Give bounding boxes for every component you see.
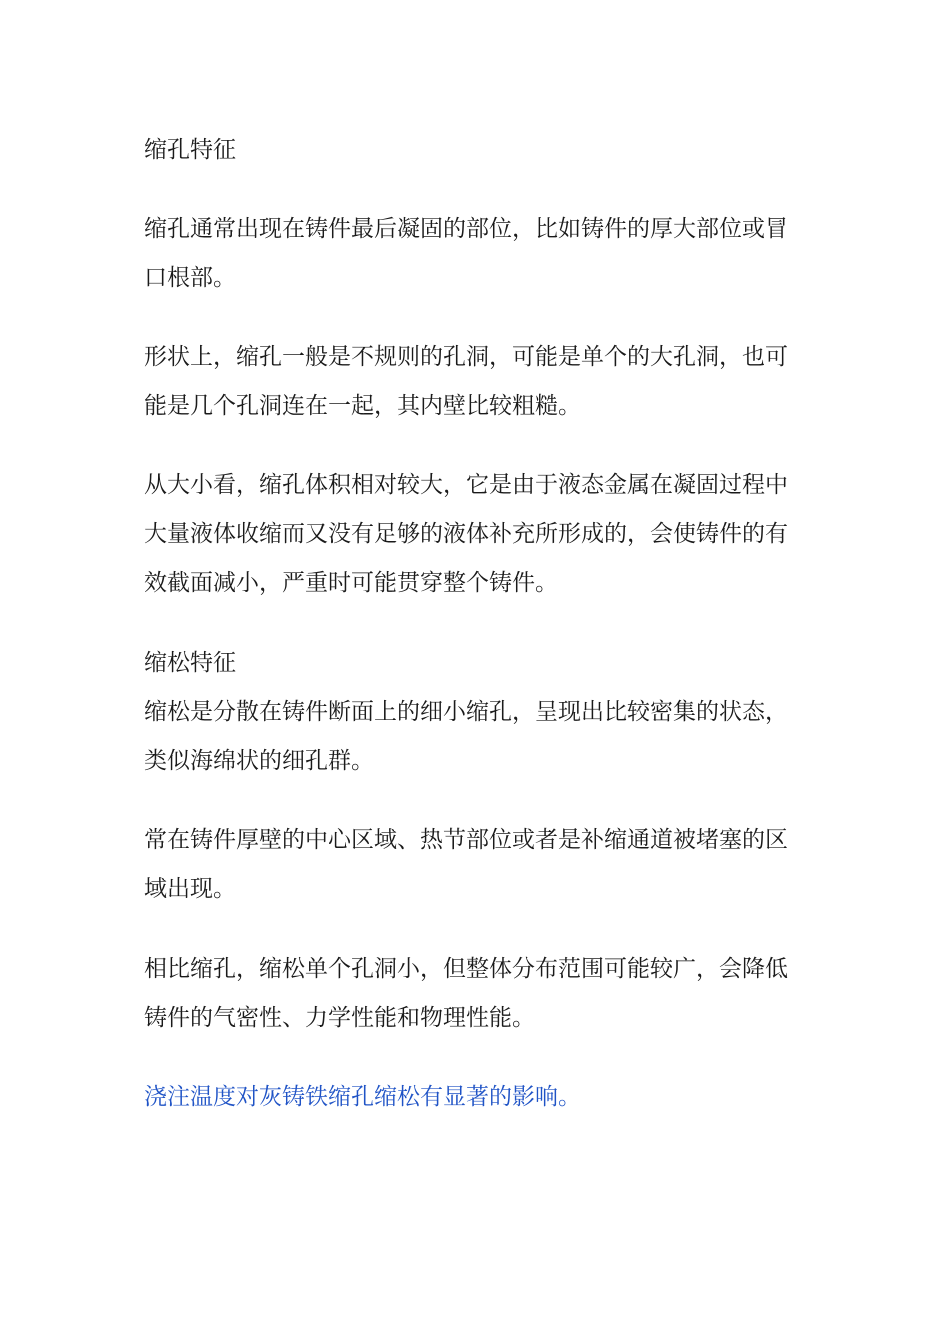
related-article-link[interactable]: 浇注温度对灰铸铁缩孔缩松有显著的影响。 xyxy=(144,1084,581,1110)
paragraph-3-line-2: 大量液体收缩而又没有足够的液体补充所形成的，会使铸件的有 xyxy=(144,521,788,547)
paragraph-1-line-1: 缩孔通常出现在铸件最后凝固的部位，比如铸件的厚大部位或冒 xyxy=(144,216,788,242)
section-heading-shrinkage-cavity: 缩孔特征 xyxy=(144,137,236,163)
document-page xyxy=(144,0,816,1344)
paragraph-4-line-1: 缩松是分散在铸件断面上的细小缩孔，呈现出比较密集的状态， xyxy=(144,699,788,725)
paragraph-4-line-2: 类似海绵状的细孔群。 xyxy=(144,748,374,774)
paragraph-3-line-1: 从大小看，缩孔体积相对较大，它是由于液态金属在凝固过程中 xyxy=(144,472,788,498)
paragraph-1-line-2: 口根部。 xyxy=(144,265,236,291)
paragraph-5-line-1: 常在铸件厚壁的中心区域、热节部位或者是补缩通道被堵塞的区 xyxy=(144,827,788,853)
section-heading-shrinkage-porosity: 缩松特征 xyxy=(144,650,236,676)
paragraph-5-line-2: 域出现。 xyxy=(144,876,236,902)
paragraph-6-line-2: 铸件的气密性、力学性能和物理性能。 xyxy=(144,1005,535,1031)
paragraph-3-line-3: 效截面减小，严重时可能贯穿整个铸件。 xyxy=(144,570,558,596)
paragraph-6-line-1: 相比缩孔，缩松单个孔洞小，但整体分布范围可能较广，会降低 xyxy=(144,956,788,982)
paragraph-2-line-1: 形状上，缩孔一般是不规则的孔洞，可能是单个的大孔洞，也可 xyxy=(144,344,788,370)
paragraph-2-line-2: 能是几个孔洞连在一起，其内壁比较粗糙。 xyxy=(144,393,581,419)
